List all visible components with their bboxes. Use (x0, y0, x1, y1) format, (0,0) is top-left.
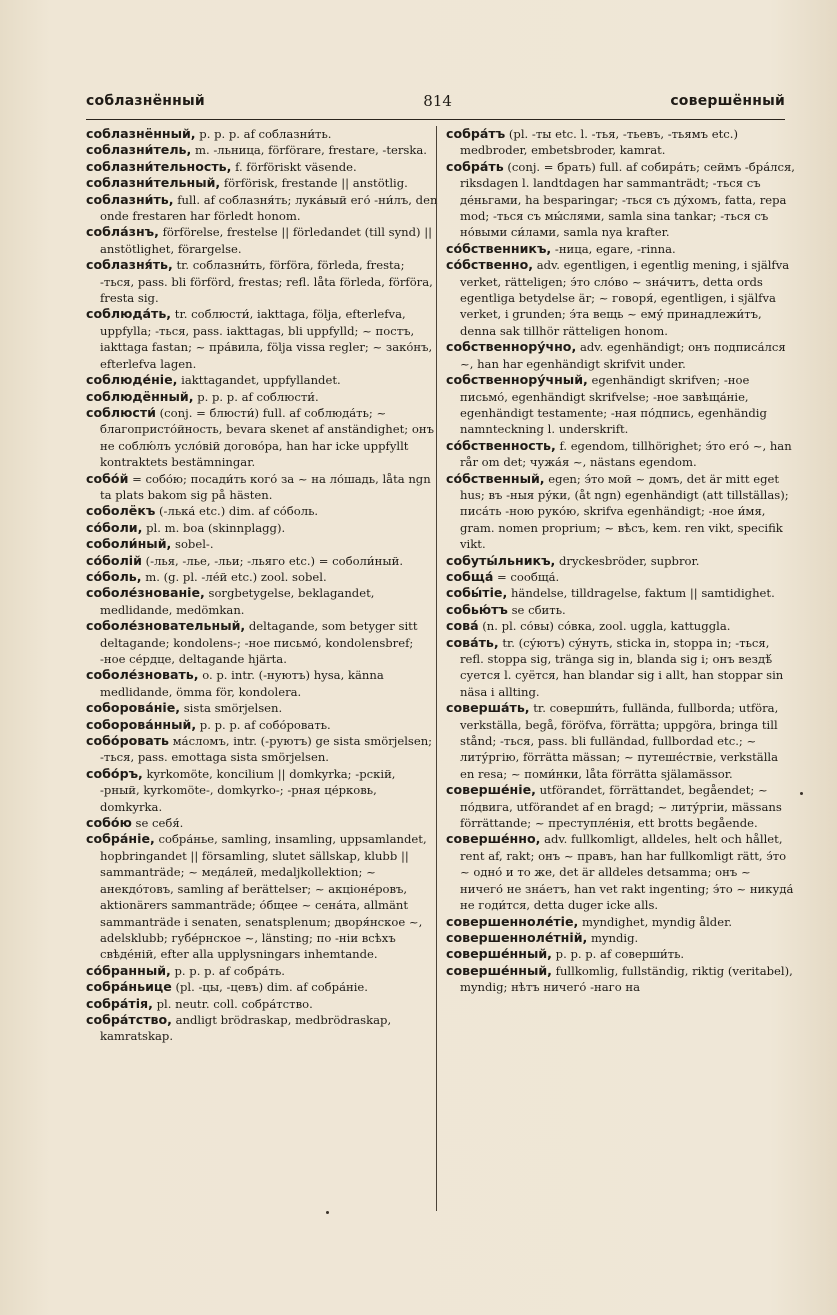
dictionary-entry (446, 635, 796, 701)
entry-definition: full. af соблазня́ть; лука́вый его́ -ни́лъ, den onde frestaren har förledt honom. (100, 192, 438, 224)
entry-definition: (conj. = брать) full. af собира́ть; сеймъ -бра́лся, riksdagen l. landtdagen har sammanträdt; -ться съ де́ньгами, ha besparingar; -ться съ ду́хомъ, fatta, repa mod; -ться съ мы́слями, samla sina tankar; -ться съ но́выми си́лами, samla nya krafter. (460, 159, 795, 240)
page-number: 814 (423, 92, 452, 110)
entry-headword: со́бственность, (446, 437, 556, 453)
page-header (86, 86, 785, 116)
entry-definition: se сбить. (511, 602, 566, 617)
print-speck (326, 1211, 329, 1214)
print-speck (800, 792, 803, 795)
entry-definition: m. -льница, förförare, frestare, -terska. (194, 143, 427, 158)
dictionary-entry (86, 175, 438, 191)
dictionary-entry (446, 553, 796, 569)
dictionary-entry (86, 306, 438, 372)
dictionary-entry (86, 618, 438, 667)
entry-definition: (conj. = блюсти́) full. af соблюда́ть; ~ благопристо́йность, bevara skenet af anständighet; онъ не соблю́лъ усло́вій догово́ра, han har icke uppfyllt kontraktets bestämningar. (100, 405, 434, 470)
dictionary-entry (86, 126, 438, 142)
entry-headword: собственнору́чно, (446, 339, 577, 355)
entry-definition: sobel-. (175, 537, 214, 552)
entry-headword: собью́тъ (446, 601, 508, 617)
entry-definition: sorgbetygelse, beklagandet, medlidande, medömkan. (100, 586, 375, 617)
entry-definition: myndig. (591, 930, 639, 945)
entry-definition: pl. m. boa (skinnplagg). (146, 520, 286, 535)
dictionary-entry (446, 914, 796, 930)
entry-definition: m. (g. pl. -ле́й etc.) zool. sobel. (145, 569, 327, 584)
entry-definition: andligt brödraskap, medbrödraskap, kamratskap. (100, 1012, 392, 1044)
entry-headword: собща́ (446, 568, 494, 584)
entry-definition: dryckesbröder, supbror. (559, 553, 700, 568)
dictionary-entry (446, 618, 796, 634)
entry-headword: соверша́ть, (446, 700, 530, 716)
dictionary-entry (86, 815, 438, 831)
dictionary-entry (86, 224, 438, 257)
dictionary-entry (86, 192, 438, 225)
entry-headword: совершенноле́тній, (446, 929, 588, 945)
entry-definition: adv. fullkomligt, alldeles, helt och hållet, rent af, rakt; онъ ~ правъ, han har fullkomligt rätt, э́то ~ одно́ и то же, det är alldeles detsamma; онъ ~ ничего́ не зна́етъ, han vet rakt ingenting; э́то ~ никуда́ не годи́тся, detta duger icke alls. (460, 832, 794, 913)
entry-headword: со́бственно, (446, 257, 534, 273)
dictionary-entry (86, 520, 438, 536)
dictionary-entry (446, 602, 796, 618)
dictionary-entry (446, 946, 796, 962)
entry-headword: собла́знъ, (86, 224, 159, 240)
dictionary-entry (446, 159, 796, 241)
entry-definition: p. p. p. af соблюсти́. (197, 389, 319, 404)
entry-headword: соблазни́ть, (86, 191, 174, 207)
dictionary-entry (86, 717, 438, 733)
dictionary-entry (86, 996, 438, 1012)
entry-definition: f. förföriskt väsende. (235, 159, 357, 174)
entry-headword: соборова́ніе, (86, 700, 181, 716)
dictionary-entry (86, 405, 438, 471)
header-rule (86, 119, 785, 120)
dictionary-entry (86, 536, 438, 552)
right-running-head: совершённый (670, 93, 785, 109)
entry-definition: deltagande, som betyger sitt deltagande; kondolens-; -ное письмо́, kondolensbref; -ное се́рдце, deltagande hjärta. (100, 619, 418, 666)
right-column (446, 126, 796, 1216)
dictionary-entry (446, 782, 796, 831)
dictionary-entry (86, 766, 438, 815)
entry-definition: myndighet, myndig ålder. (582, 914, 733, 929)
entry-definition: (-лья, -лье, -льи; -льяго etc.) = соболи́ный. (145, 553, 404, 568)
dictionary-entry (446, 372, 796, 438)
entry-headword: собо́ровать (86, 733, 169, 749)
entry-headword: со́боли, (86, 519, 143, 535)
entry-definition: = сообща́. (497, 569, 560, 584)
entry-definition: händelse, tilldragelse, faktum || samtidighet. (510, 586, 775, 601)
entry-headword: собо́ю (86, 815, 132, 831)
dictionary-entry (446, 339, 796, 372)
dictionary-entry (446, 930, 796, 946)
dictionary-entry (86, 963, 438, 979)
entry-definition: adv. egenhändigt; онъ подписа́лся ~, han har egenhändigt skrifvit under. (460, 340, 786, 371)
dictionary-entry (86, 700, 438, 716)
entry-headword: соблюда́ть, (86, 306, 172, 322)
entry-definition: -ница, egare, -rinna. (554, 241, 676, 256)
dictionary-entry (86, 733, 438, 766)
entry-headword: соблазни́тельность, (86, 158, 232, 174)
entry-headword: собственнору́чный, (446, 372, 588, 388)
entry-definition: = собо́ю; посади́ть кого́ за ~ на ло́шадь, låta ngn ta plats bakom sig på hästen. (100, 471, 431, 502)
entry-headword: соблазня́ть, (86, 257, 173, 273)
entry-definition: tr. соблюсти́, iakttaga, följa, efterlefva, uppfylla; -ться, pass. iakttagas, bli uppfylld; ~ постъ, iakttaga fastan; ~ пра́вила, följa vissa regler; ~ зако́нъ, efterlefva lagen. (100, 307, 433, 371)
entry-definition: adv. egentligen, i egentlig mening, i själfva verket, rätteligen; э́то сло́во ~ зна́читъ, detta ords egentliga betydelse är; ~ говоря́, egentligen, i själfva verket, i grunden; э́та вещь ~ ему́ принадлежи́тъ, denna sak tillhör rätteligen honom. (460, 258, 790, 338)
entry-headword: сова́ (446, 618, 479, 634)
dictionary-entry (446, 241, 796, 257)
dictionary-entry (86, 372, 438, 388)
entry-definition: (pl. -цы, -цевъ) dim. af собра́ніе. (175, 980, 368, 995)
entry-headword: соболёкъ (86, 503, 156, 519)
entry-headword: собра́тія, (86, 995, 153, 1011)
entry-headword: собуты́льникъ, (446, 552, 556, 568)
entry-headword: соблазнённый, (86, 126, 196, 141)
entry-definition: egen; э́то мой ~ домъ, det är mitt eget hus; въ -ныя ру́ки, (åt ngn) egenhändigt (att tillställas); писа́ть -ною руко́ю, skrifva egenhändigt; -ное и́мя, gram. nomen proprium; ~ вѣсъ, kem. ren vikt, specifik vikt. (460, 471, 789, 552)
entry-headword: со́бственный, (446, 470, 545, 486)
entry-definition: p. p. p. af соблазни́ть. (199, 127, 332, 141)
entry-headword: собы́тіе, (446, 585, 508, 601)
dictionary-entry (446, 471, 796, 553)
entry-headword: со́бранный, (86, 962, 171, 978)
entry-definition: p. p. p. af собра́ть. (174, 963, 285, 978)
column-divider (436, 126, 437, 1211)
dictionary-entry (446, 438, 796, 471)
entry-definition: sista smörjelsen. (183, 701, 283, 716)
dictionary-entry (86, 979, 438, 995)
entry-headword: соверше́нный, (446, 962, 552, 978)
dictionary-entry (86, 1012, 438, 1045)
entry-headword: собра́ніе, (86, 831, 155, 847)
entry-definition: o. p. intr. (-нуютъ) hysa, känna medlidande, ömma för, kondolera. (100, 668, 384, 699)
dictionary-entry (446, 831, 796, 913)
entry-definition: förförisk, frestande || anstötlig. (223, 176, 408, 191)
entry-headword: со́боль, (86, 568, 142, 584)
entry-headword: соболе́зновать, (86, 667, 199, 683)
dictionary-entry (86, 257, 438, 306)
entry-definition: tr. (су́ютъ) су́нуть, sticka in, stoppa in; -ться, refl. stoppa sig, tränga sig in, blanda sig i; онъ вездѣ́ суется l. суётся, han blandar sig i allt, han stoppar sin näsa i allting. (460, 635, 784, 699)
entry-headword: собра́тъ (446, 126, 506, 141)
dictionary-entry (86, 503, 438, 519)
entry-definition: fullkomlig, fullständig, riktig (veritabel), myndig; нѣтъ ничего́ -наго на (460, 963, 793, 995)
entry-definition: собра́нье, samling, insamling, uppsamlandet, hopbringandet || församling, slutet sällskap, klubb || sammanträde; ~ меда́лей, medaljkollektion; ~ анекдо́товъ, samling af berättelser; ~ акціоне́ровъ, aktionärers sammanträde; о́бщее ~ сена́та, allmänt sammanträde i senaten, senatsplenum; дворя́нское ~, adelsklubb; губе́рнское ~, länsting; по -ніи всѣхъ свѣде́ній, efter alla upplysningars inhemtande. (100, 832, 427, 962)
entry-definition: förförelse, frestelse || förledandet (till synd) || anstötlighet, förargelse. (100, 225, 433, 256)
entry-definition: ма́сломъ, intr. (-руютъ) ge sista smörjelsen; -ться, pass. emottaga sista smörjelsen. (100, 734, 433, 765)
entry-headword: собо́й (86, 470, 129, 486)
entry-definition: iakttagandet, uppfyllandet. (181, 373, 341, 388)
entry-headword: соболи́ный, (86, 536, 172, 552)
entry-definition: p. p. p. af соверши́ть. (555, 947, 685, 962)
left-column (86, 126, 438, 1216)
entry-headword: соборова́нный, (86, 716, 197, 732)
dictionary-entry (86, 667, 438, 700)
entry-headword: собра́ть (446, 158, 504, 174)
entry-headword: сова́ть, (446, 634, 499, 650)
entry-headword: соверше́ніе, (446, 782, 536, 798)
entry-definition: egenhändigt skrifven; -ное письмо́, egenhändigt skrifvelse; -ное завѣща́ніе, egenhändigt testamente; -ная по́дпись, egenhändig namnteckning l. underskrift. (460, 373, 767, 437)
entry-definition: p. p. p. af собо́ровать. (199, 717, 331, 732)
entry-headword: со́бственникъ, (446, 240, 552, 256)
entry-headword: собо́ръ, (86, 765, 143, 781)
dictionary-entry (86, 142, 438, 158)
entry-definition: f. egendom, tillhörighet; э́то его́ ~, han rår om det; чужа́я ~, nästans egendom. (460, 438, 792, 470)
dictionary-entry (86, 831, 438, 962)
entry-headword: соблазни́тельный, (86, 175, 221, 191)
entry-headword: соверше́нный, (446, 946, 552, 962)
dictionary-entry (86, 569, 438, 585)
entry-definition: pl. neutr. coll. собра́тство. (156, 996, 313, 1011)
entry-headword: соболе́знованіе, (86, 585, 205, 601)
dictionary-entry (86, 553, 438, 569)
dictionary-entry (86, 159, 438, 175)
dictionary-entry (446, 585, 796, 601)
dictionary-entry (86, 389, 438, 405)
dictionary-entry (446, 963, 796, 996)
entry-headword: соверше́нно, (446, 831, 541, 847)
dictionary-entry (86, 471, 438, 504)
left-running-head: соблазнённый (86, 93, 205, 109)
entry-headword: соблюдённый, (86, 388, 194, 404)
entry-definition: (pl. -ты etc. l. -тья, -тьевъ, -тьямъ etc.) medbroder, embetsbroder, kamrat. (460, 127, 738, 158)
entry-definition: utförandet, förrättandet, begåendet; ~ по́двига, utförandet af en bragd; ~ литу́ргіи, mässans förrättande; ~ преступле́нія, ett brotts begående. (460, 783, 782, 831)
dictionary-entry (446, 569, 796, 585)
entry-headword: совершенноле́тіе, (446, 913, 579, 929)
entry-headword: соблюсти́ (86, 404, 156, 420)
entry-definition: tr. соблазни́ть, förföra, förleda, fresta; -ться, pass. bli förförd, frestas; refl. låta förleda, förföra, fresta sig. (100, 258, 433, 306)
entry-headword: соблазни́тель, (86, 142, 192, 158)
dictionary-entry (446, 700, 796, 782)
entry-headword: соболе́зновательный, (86, 618, 246, 634)
dictionary-entry (446, 257, 796, 339)
dictionary-entry (446, 126, 796, 159)
entry-headword: собра́ньице (86, 979, 172, 995)
entry-definition: kyrkomöte, koncilium || domkyrka; -рскій, -рный, kyrkomöte-, domkyrko-; -рная це́рковь, domkyrka. (100, 766, 396, 814)
entry-definition: (n. pl. со́вы) со́вка, zool. uggla, kattuggla. (482, 619, 731, 634)
entry-headword: собра́тство, (86, 1011, 172, 1027)
entry-headword: соблюде́ніе, (86, 372, 178, 388)
dictionary-entry (86, 585, 438, 618)
entry-definition: tr. соверши́ть, fullända, fullborda; utföra, verkställa, begå, föröfva, förrätta; uppgöra, bringa till stånd; -ться, pass. bli fulländad, fullbordad etc.; ~ литу́ргію, förrätta mässan; ~ путеше́ствіе, verkställa en resa; ~ поми́нки, låta förrätta själamässor. (460, 701, 779, 781)
entry-definition: se себя́. (135, 816, 184, 831)
entry-definition: (-лька́ etc.) dim. af со́боль. (159, 504, 319, 519)
entry-headword: со́болій (86, 552, 142, 568)
